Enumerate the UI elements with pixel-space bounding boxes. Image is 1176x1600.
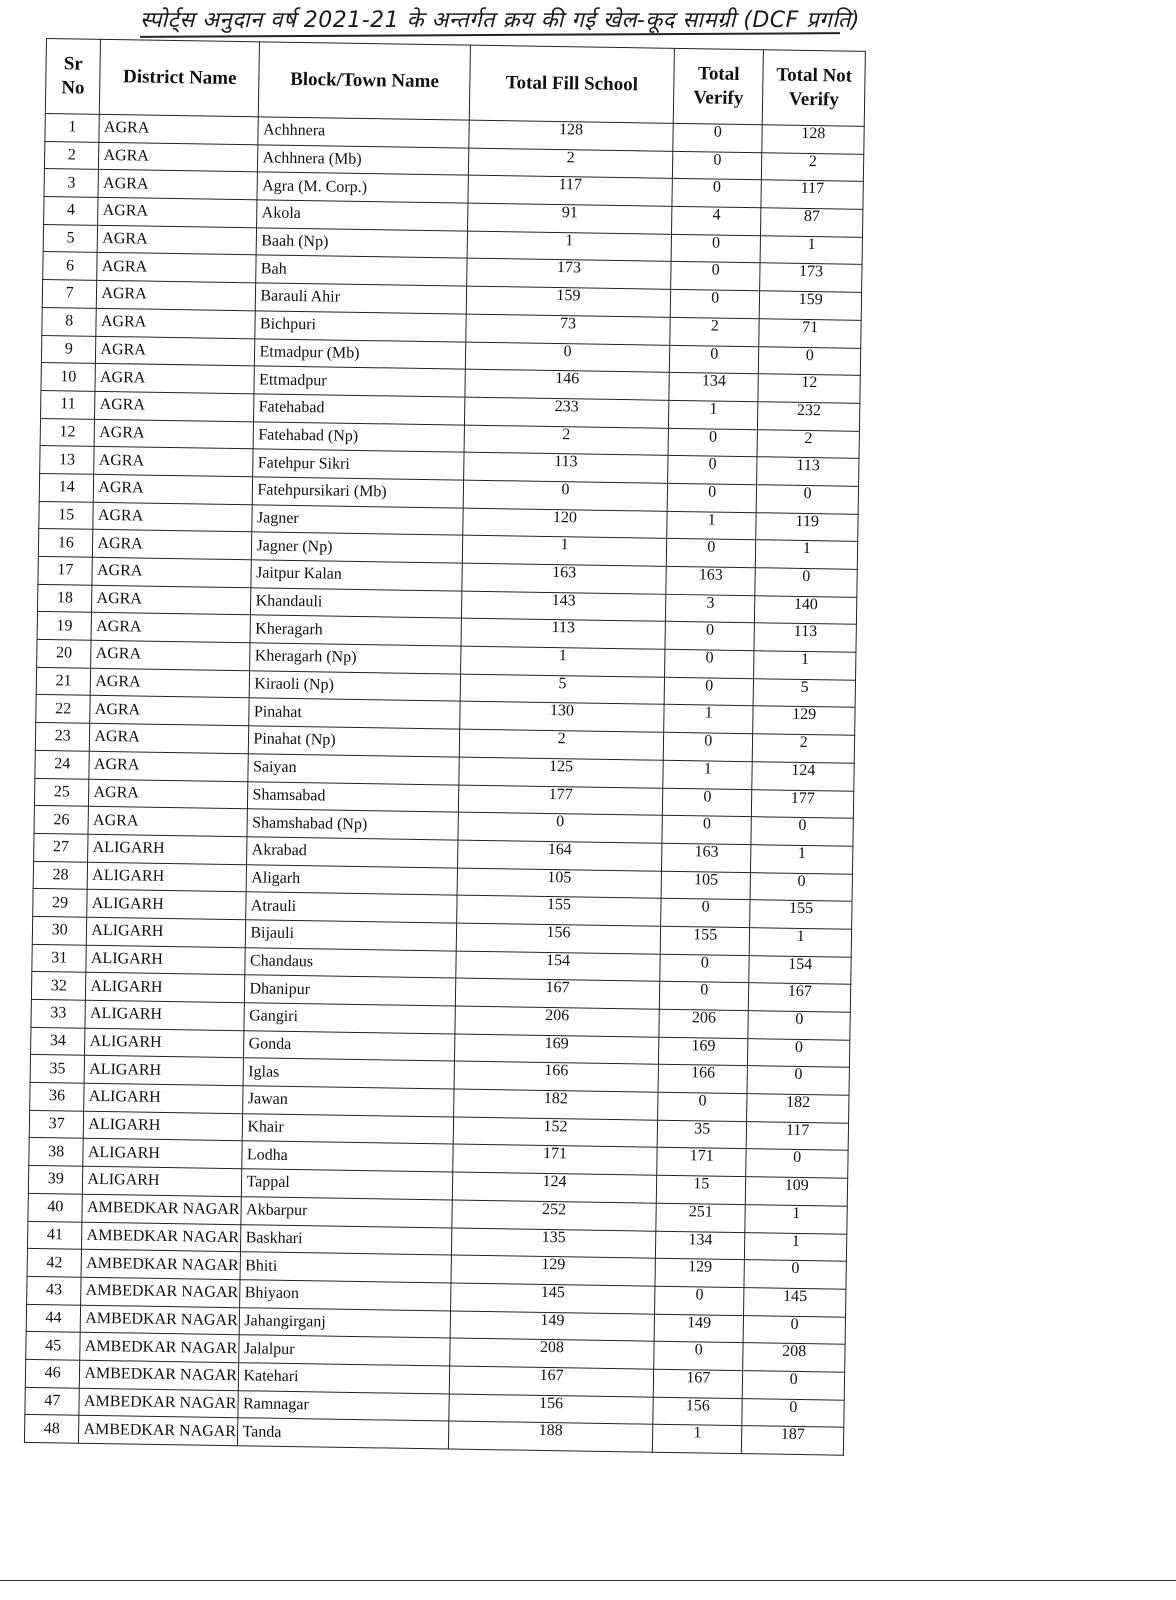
cell-district-name: AMBEDKAR NAGAR	[81, 1277, 240, 1307]
cell-total-fill-school: 188	[448, 1421, 653, 1452]
cell-block-name: Etmadpur (Mb)	[255, 338, 466, 369]
cell-sr-no: 3	[44, 169, 99, 198]
cell-sr-no: 17	[38, 556, 93, 585]
cell-sr-no: 42	[27, 1249, 82, 1278]
cell-total-fill-school: 128	[469, 120, 674, 151]
cell-total-not-verify: 167	[749, 983, 851, 1012]
cell-total-fill-school: 177	[458, 785, 663, 816]
cell-total-fill-school: 1	[462, 535, 667, 566]
cell-total-fill-school: 252	[452, 1200, 657, 1231]
cell-sr-no: 6	[43, 252, 98, 281]
cell-total-fill-school: 169	[454, 1034, 659, 1065]
cell-sr-no: 12	[40, 418, 95, 447]
cell-district-name: ALIGARH	[87, 890, 246, 920]
cell-total-verify: 3	[666, 594, 756, 623]
cell-total-verify: 0	[666, 539, 756, 568]
cell-total-verify: 156	[653, 1397, 743, 1426]
cell-sr-no: 32	[31, 972, 86, 1001]
cell-total-fill-school: 0	[458, 812, 663, 843]
cell-district-name: ALIGARH	[83, 1139, 242, 1169]
cell-district-name: AMBEDKAR NAGAR	[82, 1222, 241, 1252]
cell-total-not-verify: 0	[750, 872, 852, 901]
cell-district-name: AMBEDKAR NAGAR	[79, 1416, 238, 1446]
cell-total-verify: 4	[672, 206, 762, 235]
cell-total-not-verify: 113	[757, 457, 859, 486]
cell-district-name: AGRA	[93, 530, 252, 560]
cell-total-verify: 206	[659, 1009, 749, 1038]
cell-total-not-verify: 2	[753, 734, 855, 763]
cell-block-name: Bichpuri	[255, 311, 466, 342]
cell-district-name: AGRA	[92, 585, 251, 615]
cell-total-fill-school: 105	[457, 868, 662, 899]
cell-district-name: AGRA	[94, 419, 253, 449]
cell-district-name: AMBEDKAR NAGAR	[79, 1388, 238, 1418]
cell-block-name: Akbarpur	[241, 1197, 452, 1228]
cell-total-verify: 1	[663, 760, 753, 789]
cell-total-not-verify: 177	[752, 789, 854, 818]
cell-block-name: Ramnagar	[238, 1390, 449, 1421]
cell-district-name: AMBEDKAR NAGAR	[81, 1249, 240, 1279]
cell-total-fill-school: 208	[450, 1338, 655, 1369]
cell-total-fill-school: 149	[450, 1311, 655, 1342]
cell-total-fill-school: 145	[450, 1283, 655, 1314]
cell-total-not-verify: 140	[755, 595, 857, 624]
cell-total-not-verify: 0	[748, 1011, 850, 1040]
cell-sr-no: 30	[32, 916, 87, 945]
cell-total-not-verify: 208	[743, 1343, 845, 1372]
cell-sr-no: 40	[28, 1193, 83, 1222]
cell-district-name: AGRA	[89, 751, 248, 781]
cell-total-verify: 35	[657, 1120, 747, 1149]
cell-block-name: Tanda	[238, 1418, 449, 1449]
cell-total-not-verify: 0	[757, 485, 859, 514]
cell-block-name: Bah	[256, 255, 467, 286]
cell-district-name: ALIGARH	[86, 973, 245, 1003]
cell-total-fill-school: 0	[463, 480, 668, 511]
cell-total-not-verify: 109	[746, 1177, 848, 1206]
cell-total-verify: 0	[655, 1286, 745, 1315]
cell-sr-no: 22	[36, 695, 91, 724]
cell-block-name: Jagner (Np)	[252, 532, 463, 563]
cell-total-fill-school: 171	[453, 1144, 658, 1175]
cell-district-name: AGRA	[89, 779, 248, 809]
cell-sr-no: 4	[44, 197, 99, 226]
cell-block-name: Fatehpur Sikri	[253, 449, 464, 480]
cell-sr-no: 2	[44, 141, 99, 170]
cell-total-fill-school: 167	[455, 978, 660, 1009]
cell-sr-no: 1	[45, 113, 100, 142]
cell-block-name: Pinahat	[249, 698, 460, 729]
cell-block-name: Katehari	[239, 1363, 450, 1394]
cell-total-not-verify: 5	[753, 678, 855, 707]
cell-district-name: AGRA	[93, 502, 252, 532]
cell-total-fill-school: 1	[460, 646, 665, 677]
cell-district-name: AMBEDKAR NAGAR	[80, 1360, 239, 1390]
cell-sr-no: 14	[39, 473, 94, 502]
cell-sr-no: 43	[27, 1276, 82, 1305]
cell-total-verify: 0	[663, 732, 753, 761]
cell-total-verify: 155	[660, 926, 750, 955]
cell-block-name: Kiraoli (Np)	[250, 671, 461, 702]
cell-block-name: Tappal	[242, 1169, 453, 1200]
cell-sr-no: 38	[29, 1138, 84, 1167]
cell-total-verify: 129	[655, 1258, 745, 1287]
cell-total-verify: 2	[670, 317, 760, 346]
cell-district-name: AGRA	[97, 253, 256, 283]
cell-block-name: Fatehabad (Np)	[254, 421, 465, 452]
cell-total-not-verify: 113	[754, 623, 856, 652]
cell-district-name: AGRA	[90, 723, 249, 753]
cell-block-name: Aligarh	[247, 864, 458, 895]
cell-total-not-verify: 145	[744, 1287, 846, 1316]
cell-total-fill-school: 91	[467, 203, 672, 234]
cell-block-name: Saiyan	[248, 754, 459, 785]
cell-district-name: AGRA	[91, 668, 250, 698]
cell-block-name: Jalalpur	[239, 1335, 450, 1366]
cell-total-fill-school: 163	[462, 563, 667, 594]
cell-sr-no: 29	[33, 889, 88, 918]
cell-sr-no: 39	[28, 1165, 83, 1194]
cell-block-name: Chandaus	[245, 947, 456, 978]
cell-district-name: AGRA	[97, 280, 256, 310]
cell-block-name: Achhnera (Mb)	[258, 145, 469, 176]
cell-district-name: AGRA	[94, 447, 253, 477]
cell-block-name: Atrauli	[246, 892, 457, 923]
cell-total-not-verify: 71	[759, 319, 861, 348]
cell-total-fill-school: 143	[461, 591, 666, 622]
page-bottom-rule	[0, 1580, 1176, 1581]
cell-district-name: AGRA	[98, 225, 257, 255]
cell-block-name: Gonda	[244, 1030, 455, 1061]
cell-block-name: Pinahat (Np)	[249, 726, 460, 757]
cell-district-name: AGRA	[92, 557, 251, 587]
cell-total-not-verify: 1	[745, 1204, 847, 1233]
cell-total-verify: 0	[667, 483, 757, 512]
cell-district-name: AGRA	[91, 613, 250, 643]
cell-total-verify: 0	[661, 899, 751, 928]
header-district-name: District Name	[100, 39, 260, 116]
cell-total-fill-school: 0	[465, 342, 670, 373]
cell-total-verify: 251	[656, 1203, 746, 1232]
cell-block-name: Iglas	[244, 1058, 455, 1089]
cell-sr-no: 33	[31, 999, 86, 1028]
cell-sr-no: 35	[30, 1055, 85, 1084]
cell-sr-no: 37	[29, 1110, 84, 1139]
cell-total-fill-school: 73	[466, 314, 671, 345]
cell-total-verify: 1	[664, 705, 754, 734]
cell-total-fill-school: 5	[460, 674, 665, 705]
cell-total-not-verify: 1	[751, 845, 853, 874]
cell-district-name: ALIGARH	[87, 917, 246, 947]
cell-block-name: Ettmadpur	[254, 366, 465, 397]
cell-total-verify: 1	[652, 1425, 742, 1454]
cell-total-fill-school: 113	[463, 452, 668, 483]
cell-total-fill-school: 154	[456, 951, 661, 982]
cell-block-name: Jahangirganj	[240, 1307, 451, 1338]
cell-district-name: ALIGARH	[84, 1056, 243, 1086]
cell-district-name: AGRA	[88, 806, 247, 836]
cell-total-fill-school: 135	[451, 1228, 656, 1259]
cell-total-fill-school: 206	[455, 1006, 660, 1037]
cell-total-verify: 0	[673, 123, 763, 152]
cell-block-name: Shamsabad	[248, 781, 459, 812]
handwritten-title: स्पोर्ट्स अनुदान वर्ष 2021-21 के अन्तर्गत क्रय की गई खेल-कूद सामग्री (DCF प्रगति)	[140, 8, 861, 33]
cell-sr-no: 18	[37, 584, 92, 613]
cell-total-verify: 1	[669, 400, 759, 429]
cell-total-not-verify: 129	[753, 706, 855, 735]
cell-total-verify: 167	[653, 1369, 743, 1398]
cell-block-name: Fatehpursikari (Mb)	[253, 477, 464, 508]
cell-block-name: Achhnera	[258, 117, 469, 148]
cell-total-fill-school: 124	[452, 1172, 657, 1203]
cell-total-fill-school: 125	[459, 757, 664, 788]
cell-block-name: Bhiyaon	[240, 1280, 451, 1311]
cell-total-fill-school: 1	[467, 231, 672, 262]
cell-total-verify: 0	[668, 428, 758, 457]
cell-total-not-verify: 232	[758, 402, 860, 431]
cell-total-verify: 105	[661, 871, 751, 900]
cell-district-name: ALIGARH	[88, 862, 247, 892]
cell-total-verify: 0	[665, 649, 755, 678]
cell-district-name: AGRA	[90, 696, 249, 726]
cell-total-not-verify: 0	[751, 817, 853, 846]
cell-sr-no: 26	[34, 806, 89, 835]
cell-total-not-verify: 0	[743, 1371, 845, 1400]
cell-sr-no: 27	[34, 833, 89, 862]
cell-total-verify: 0	[658, 1092, 748, 1121]
cell-sr-no: 21	[36, 667, 91, 696]
cell-block-name: Jawan	[243, 1086, 454, 1117]
cell-sr-no: 44	[26, 1304, 81, 1333]
cell-block-name: Kheragarh	[250, 615, 461, 646]
cell-total-verify: 149	[654, 1314, 744, 1343]
cell-total-verify: 15	[656, 1175, 746, 1204]
cell-total-verify: 0	[660, 954, 750, 983]
cell-total-fill-school: 113	[461, 618, 666, 649]
cell-block-name: Khandauli	[251, 587, 462, 618]
cell-total-not-verify: 0	[748, 1038, 850, 1067]
cell-block-name: Jaitpur Kalan	[251, 560, 462, 591]
cell-total-not-verify: 117	[747, 1121, 849, 1150]
cell-sr-no: 47	[25, 1387, 80, 1416]
cell-total-verify: 0	[669, 345, 759, 374]
cell-total-verify: 1	[667, 511, 757, 540]
cell-district-name: AMBEDKAR NAGAR	[81, 1305, 240, 1335]
cell-total-fill-school: 173	[467, 259, 672, 290]
cell-sr-no: 45	[26, 1332, 81, 1361]
cell-total-not-verify: 1	[750, 928, 852, 957]
cell-total-not-verify: 0	[744, 1260, 846, 1289]
cell-block-name: Kheragarh (Np)	[250, 643, 461, 674]
cell-total-fill-school: 159	[466, 286, 671, 317]
cell-total-not-verify: 159	[760, 291, 862, 320]
cell-district-name: AGRA	[99, 142, 258, 172]
cell-total-fill-school: 2	[459, 729, 664, 760]
cell-total-fill-school: 155	[457, 895, 662, 926]
cell-sr-no: 23	[35, 723, 90, 752]
cell-total-fill-school: 156	[456, 923, 661, 954]
cell-total-not-verify: 2	[762, 152, 864, 181]
cell-total-verify: 0	[670, 289, 760, 318]
cell-district-name: AGRA	[96, 336, 255, 366]
cell-total-not-verify: 173	[760, 263, 862, 292]
cell-total-not-verify: 0	[747, 1066, 849, 1095]
cell-total-not-verify: 2	[757, 429, 859, 458]
cell-district-name: AMBEDKAR NAGAR	[80, 1332, 239, 1362]
cell-total-fill-school: 233	[464, 397, 669, 428]
cell-sr-no: 19	[37, 612, 92, 641]
cell-district-name: ALIGARH	[83, 1166, 242, 1196]
cell-total-verify: 171	[657, 1148, 747, 1177]
cell-sr-no: 20	[37, 639, 92, 668]
cell-block-name: Bijauli	[246, 920, 457, 951]
cell-block-name: Khair	[243, 1113, 454, 1144]
cell-total-not-verify: 128	[762, 125, 864, 154]
cell-sr-no: 41	[27, 1221, 82, 1250]
cell-total-fill-school: 146	[465, 369, 670, 400]
table-body	[24, 113, 864, 1455]
cell-total-verify: 0	[664, 677, 754, 706]
header-total-not-verify: Total Not Verify	[763, 50, 866, 127]
cell-sr-no: 48	[24, 1415, 79, 1444]
cell-block-name: Jagner	[252, 504, 463, 535]
header-row	[45, 39, 865, 127]
cell-total-fill-school: 182	[453, 1089, 658, 1120]
cell-total-verify: 0	[668, 456, 758, 485]
cell-total-not-verify: 0	[755, 568, 857, 597]
cell-district-name: ALIGARH	[84, 1111, 243, 1141]
cell-block-name: Shamshabad (Np)	[247, 809, 458, 840]
cell-sr-no: 28	[33, 861, 88, 890]
cell-total-verify: 166	[658, 1065, 748, 1094]
cell-sr-no: 5	[43, 224, 98, 253]
cell-total-verify: 0	[665, 622, 755, 651]
cell-total-verify: 0	[654, 1341, 744, 1370]
cell-total-not-verify: 1	[754, 651, 856, 680]
cell-block-name: Dhanipur	[245, 975, 456, 1006]
cell-total-not-verify: 1	[745, 1232, 847, 1261]
cell-total-fill-school: 2	[464, 425, 669, 456]
cell-sr-no: 16	[38, 529, 93, 558]
cell-total-fill-school: 117	[468, 176, 673, 207]
cell-total-not-verify: 124	[752, 762, 854, 791]
cell-total-not-verify: 12	[758, 374, 860, 403]
cell-sr-no: 24	[35, 750, 90, 779]
cell-total-fill-school: 130	[460, 702, 665, 733]
cell-district-name: AGRA	[94, 474, 253, 504]
header-block-name: Block/Town Name	[259, 42, 471, 120]
cell-block-name: Gangiri	[244, 1003, 455, 1034]
cell-total-verify: 169	[659, 1037, 749, 1066]
cell-total-verify: 0	[671, 234, 761, 263]
cell-block-name: Baskhari	[241, 1224, 452, 1255]
cell-total-not-verify: 0	[742, 1398, 844, 1427]
cell-block-name: Akrabad	[247, 837, 458, 868]
header-total-verify: Total Verify	[673, 48, 763, 124]
cell-total-fill-school: 156	[449, 1394, 654, 1425]
cell-total-not-verify: 0	[746, 1149, 848, 1178]
cell-district-name: AGRA	[91, 640, 250, 670]
cell-total-verify: 134	[655, 1231, 745, 1260]
cell-district-name: AGRA	[95, 364, 254, 394]
cell-block-name: Agra (M. Corp.)	[257, 172, 468, 203]
cell-district-name: ALIGARH	[86, 945, 245, 975]
cell-block-name: Bhiti	[240, 1252, 451, 1283]
cell-block-name: Fatehabad	[254, 394, 465, 425]
cell-sr-no: 46	[25, 1359, 80, 1388]
verification-table	[24, 38, 866, 1456]
cell-sr-no: 9	[41, 335, 96, 364]
cell-block-name: Akola	[257, 200, 468, 231]
cell-total-not-verify: 119	[756, 512, 858, 541]
cell-district-name: AGRA	[99, 114, 258, 144]
cell-total-not-verify: 1	[756, 540, 858, 569]
cell-total-not-verify: 0	[759, 346, 861, 375]
cell-total-fill-school: 167	[449, 1366, 654, 1397]
cell-sr-no: 36	[30, 1082, 85, 1111]
cell-sr-no: 7	[42, 280, 97, 309]
cell-sr-no: 8	[42, 307, 97, 336]
cell-block-name: Barauli Ahir	[256, 283, 467, 314]
cell-total-fill-school: 129	[451, 1255, 656, 1286]
cell-district-name: AGRA	[98, 170, 257, 200]
cell-sr-no: 13	[40, 446, 95, 475]
cell-total-not-verify: 1	[760, 236, 862, 265]
cell-total-fill-school: 166	[454, 1061, 659, 1092]
cell-total-verify: 163	[666, 566, 756, 595]
header-sr-no: Sr No	[45, 39, 101, 115]
cell-total-verify: 0	[672, 179, 762, 208]
cell-sr-no: 10	[41, 363, 96, 392]
cell-total-fill-school: 2	[468, 148, 673, 179]
cell-district-name: ALIGARH	[85, 1028, 244, 1058]
cell-total-fill-school: 164	[457, 840, 662, 871]
cell-total-not-verify: 155	[750, 900, 852, 929]
cell-total-verify: 163	[662, 843, 752, 872]
cell-total-verify: 0	[662, 788, 752, 817]
cell-total-not-verify: 87	[761, 208, 863, 237]
cell-total-verify: 0	[662, 815, 752, 844]
cell-total-verify: 0	[671, 262, 761, 291]
cell-district-name: AGRA	[95, 391, 254, 421]
cell-district-name: ALIGARH	[85, 1000, 244, 1030]
cell-district-name: AGRA	[96, 308, 255, 338]
cell-total-not-verify: 154	[749, 955, 851, 984]
cell-sr-no: 34	[31, 1027, 86, 1056]
cell-total-not-verify: 182	[747, 1094, 849, 1123]
cell-district-name: AGRA	[98, 197, 257, 227]
cell-total-fill-school: 120	[463, 508, 668, 539]
cell-total-not-verify: 187	[742, 1426, 844, 1455]
cell-block-name: Baah (Np)	[257, 228, 468, 259]
cell-total-not-verify: 0	[743, 1315, 845, 1344]
cell-total-not-verify: 117	[761, 180, 863, 209]
cell-total-verify: 0	[659, 982, 749, 1011]
cell-sr-no: 15	[39, 501, 94, 530]
cell-district-name: AMBEDKAR NAGAR	[82, 1194, 241, 1224]
header-total-fill-school: Total Fill School	[469, 45, 674, 123]
cell-district-name: ALIGARH	[88, 834, 247, 864]
cell-total-fill-school: 152	[453, 1117, 658, 1148]
cell-block-name: Lodha	[242, 1141, 453, 1172]
cell-total-verify: 134	[669, 373, 759, 402]
cell-total-verify: 0	[672, 151, 762, 180]
cell-sr-no: 11	[41, 390, 96, 419]
cell-district-name: ALIGARH	[84, 1083, 243, 1113]
cell-sr-no: 25	[34, 778, 89, 807]
cell-sr-no: 31	[32, 944, 87, 973]
